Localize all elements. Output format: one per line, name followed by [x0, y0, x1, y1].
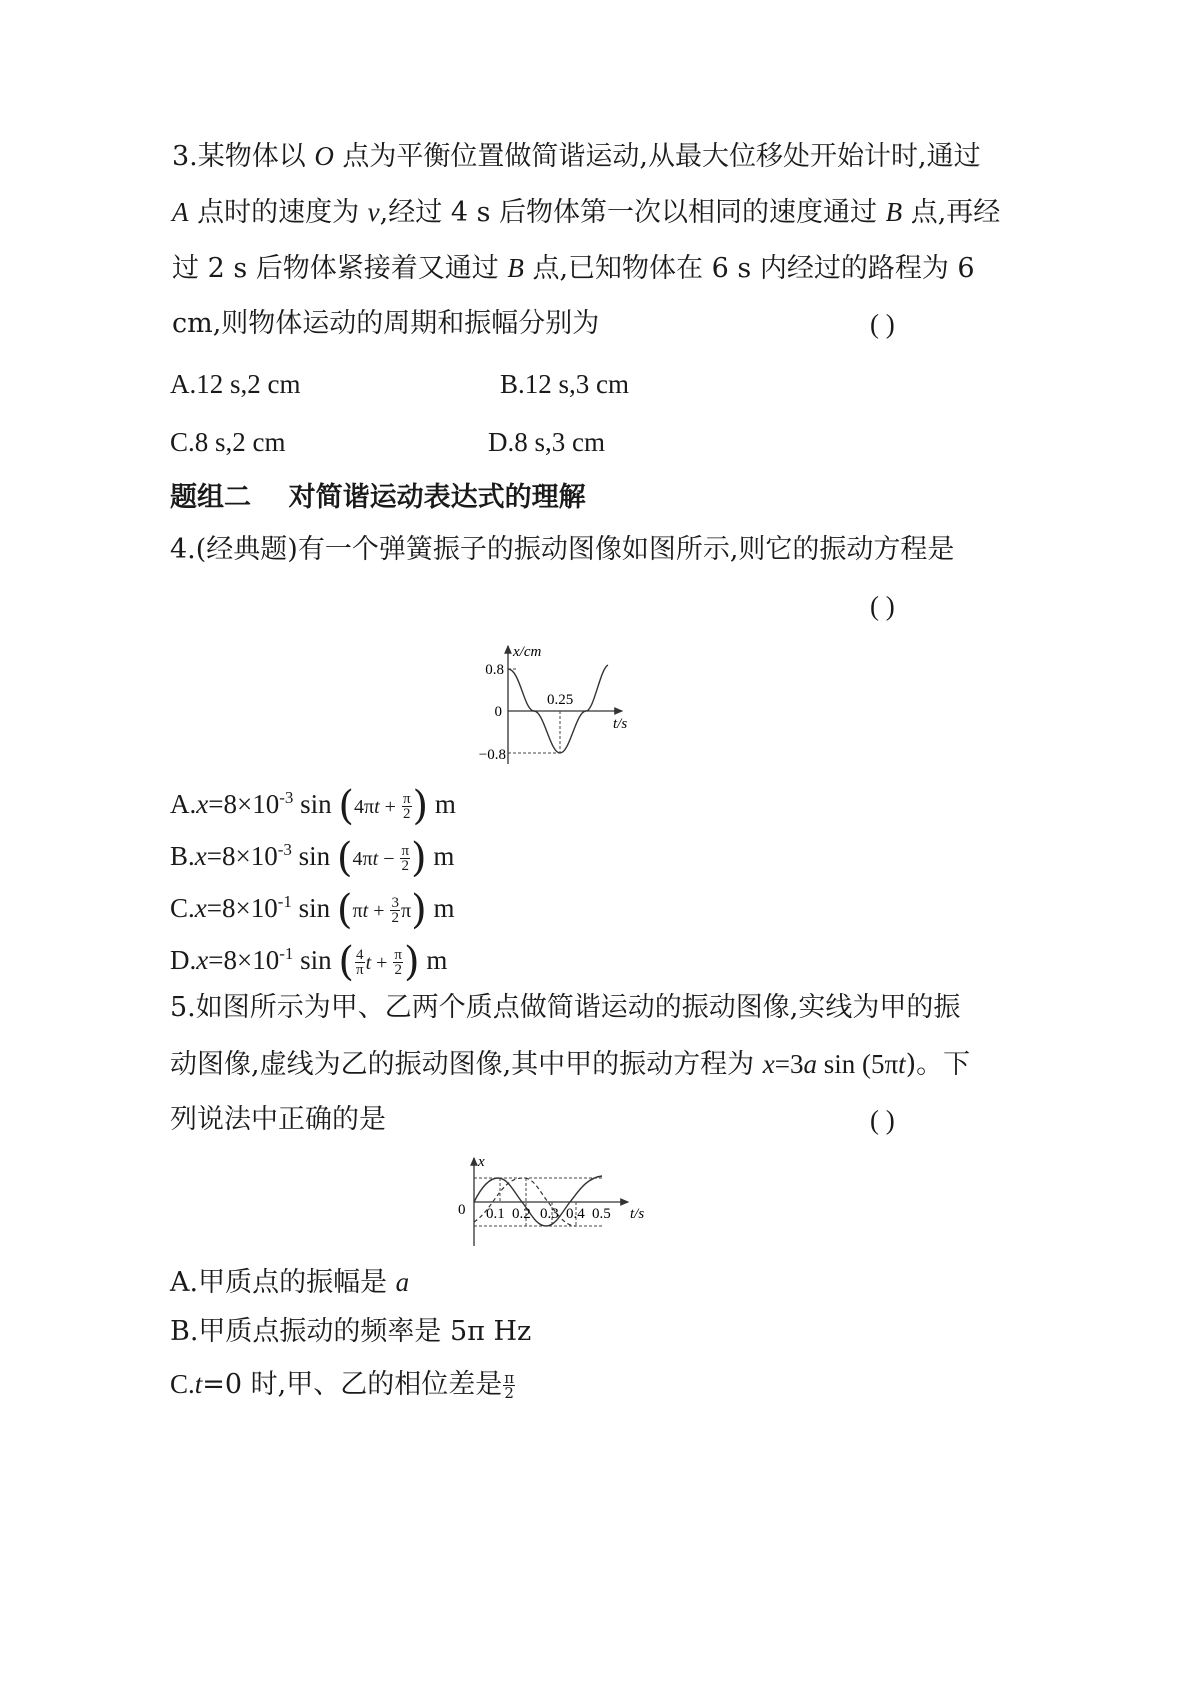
- q5-var-x: x: [762, 1049, 775, 1079]
- q4-var-x: x: [196, 789, 209, 819]
- q3-line-2: [172, 194, 1000, 231]
- q4-frac-num: 3: [391, 895, 399, 912]
- q5-frac-den: 2: [504, 1384, 514, 1402]
- q4-sign: +: [368, 900, 390, 922]
- q4-ytick-top: 0.8: [485, 662, 504, 678]
- q4-tail: π: [400, 900, 412, 922]
- q5-option-a: [170, 1264, 409, 1301]
- q5-text: 动图像,虚线为乙的振动图像,其中甲的振动方程为: [170, 1049, 763, 1080]
- q5-xtick-5: 0.5: [592, 1206, 611, 1222]
- q4-frac-num: 4: [356, 947, 364, 964]
- q4-x-label: t/s: [613, 716, 628, 732]
- q4-coef: =8×10: [206, 893, 278, 923]
- q4-var-t: t: [374, 796, 380, 818]
- q5-var-t: t: [898, 1049, 906, 1079]
- q3-text: cm,则物体运动的周期和振幅分别为: [172, 308, 600, 339]
- q3-text: 点,再经: [902, 197, 1001, 228]
- q4-curve: [508, 665, 608, 753]
- q4-sin: sin: [291, 893, 337, 923]
- q3-line-4: [172, 306, 599, 342]
- q4-exp: -3: [277, 840, 292, 859]
- q5-option-a-text: A.甲质点的振幅是: [170, 1267, 396, 1298]
- q4-paren-close: ): [412, 783, 429, 829]
- q4-sin: sin: [293, 789, 339, 819]
- q4-paren-open: (: [338, 939, 354, 985]
- q4-option-a-label: A.: [170, 789, 197, 819]
- q5-eq: =3: [774, 1049, 804, 1079]
- q3-var-b: B: [507, 253, 524, 283]
- q4-fraction: [390, 896, 400, 925]
- q4-paren-open: (: [336, 835, 353, 881]
- q5-sin: sin (5π: [816, 1049, 899, 1079]
- q5-option-c: [170, 1366, 516, 1403]
- q4-fraction: [400, 844, 410, 873]
- q3-text: 3.某物体以: [172, 141, 315, 172]
- q5-var-t: t: [194, 1369, 203, 1399]
- q3-var-v: v: [367, 197, 380, 227]
- q3-var-b: B: [885, 197, 903, 227]
- q4-paren-open: (: [336, 887, 353, 933]
- q5-line-1: 5.如图所示为甲、乙两个质点做简谐运动的振动图像,实线为甲的振: [170, 992, 961, 1023]
- q4-sign: −: [378, 848, 400, 870]
- q3-text: ,经过 4 s 后物体第一次以相同的速度通过: [379, 197, 886, 228]
- q4-sign: +: [371, 952, 393, 974]
- q3-option-a: A.12 s,2 cm: [170, 369, 301, 399]
- q4-frac-den: 2: [394, 962, 402, 979]
- q4-var-x: x: [194, 841, 207, 871]
- q4-coef: =8×10: [208, 945, 280, 975]
- q4-exp: -3: [279, 788, 294, 807]
- section-heading: 题组二 对简谐运动表达式的理解: [170, 482, 586, 513]
- q3-text: 点,已知物体在 6 s 内经过的路程为 6: [523, 253, 975, 284]
- q5-xtick-1: 0.1: [486, 1206, 505, 1222]
- q4-paren-open: (: [338, 783, 354, 829]
- q4-var-t: t: [372, 848, 379, 870]
- q5-x-label: t/s: [630, 1206, 645, 1222]
- q4-unit: m: [426, 841, 455, 871]
- q4-frac-den: 2: [402, 806, 411, 823]
- q4-var-x: x: [196, 945, 209, 975]
- q3-var-o: O: [314, 141, 334, 171]
- q5-frac-num: π: [504, 1369, 515, 1387]
- q4-sin: sin: [291, 841, 337, 871]
- q5-line-3: 列说法中正确的是: [170, 1104, 386, 1135]
- q4-frac-den: 2: [401, 858, 409, 875]
- q4-inner: 4π: [354, 796, 375, 818]
- q3-line-3: [172, 250, 975, 287]
- q4-unit: m: [419, 945, 448, 975]
- q4-marked-t: 0.25: [547, 692, 574, 708]
- q4-paren-close: ): [404, 939, 420, 985]
- q4-ytick-zero: 0: [494, 704, 502, 720]
- q3-option-d: D.8 s,3 cm: [488, 427, 605, 457]
- q4-frac-num: π: [394, 947, 402, 964]
- q4-option-d: [170, 936, 448, 985]
- q4-var-t: t: [362, 900, 369, 922]
- q4-fraction: [402, 792, 412, 821]
- q3-line-1: [172, 138, 981, 175]
- q4-unit: m: [428, 789, 456, 819]
- q4-frac-den: 2: [391, 910, 399, 927]
- q5-xtick-2: 0.2: [512, 1206, 531, 1222]
- q3-text: 过 2 s 后物体紧接着又通过: [172, 253, 508, 284]
- q4-fraction-lead: [355, 948, 365, 977]
- q4-option-c: [170, 884, 455, 933]
- q4-answer-bracket: ( ): [870, 591, 895, 621]
- q5-var-a: a: [803, 1049, 817, 1079]
- q5-line-2: [170, 1046, 970, 1083]
- q5-option-b: B.甲质点振动的频率是 5π Hz: [170, 1316, 532, 1347]
- q5-var-a: a: [395, 1267, 410, 1297]
- q5-xtick-4: 0.4: [566, 1206, 585, 1222]
- q4-unit: m: [426, 893, 455, 923]
- q4-frac-den: π: [356, 962, 364, 979]
- q4-sign: +: [379, 796, 401, 818]
- q4-inner: 4π: [352, 848, 373, 870]
- q4-sin: sin: [293, 945, 339, 975]
- q4-exp: -1: [279, 944, 294, 963]
- q4-ytick-bottom: −0.8: [478, 747, 506, 763]
- q4-var-x: x: [194, 893, 207, 923]
- q4-option-c-label: C.: [170, 893, 195, 923]
- q4-inner: π: [352, 900, 363, 922]
- q4-paren-close: ): [411, 887, 427, 933]
- q3-text: 点为平衡位置做简谐运动,从最大位移处开始计时,通过: [333, 141, 981, 172]
- q3-text: 点时的速度为: [188, 197, 368, 228]
- q5-option-c-label: C.: [170, 1369, 195, 1399]
- q5-origin-label: 0: [458, 1202, 466, 1218]
- q5-answer-bracket: ( ): [870, 1105, 895, 1135]
- q3-option-c: C.8 s,2 cm: [170, 427, 286, 457]
- q4-exp: -1: [277, 892, 292, 911]
- q4-stem: 4.(经典题)有一个弹簧振子的振动图像如图所示,则它的振动方程是: [170, 534, 955, 565]
- q4-frac-num: π: [401, 843, 410, 860]
- q4-option-b-label: B.: [170, 841, 195, 871]
- q4-vibration-graph: [472, 640, 672, 770]
- q4-paren-close: ): [411, 835, 427, 881]
- q4-frac-num: π: [402, 791, 411, 808]
- q4-var-t: t: [365, 952, 372, 974]
- q4-y-label: x/cm: [513, 644, 542, 660]
- q5-xtick-3: 0.3: [540, 1206, 559, 1222]
- q4-coef: =8×10: [208, 789, 280, 819]
- q5-option-c-text: =0 时,甲、乙的相位差是: [202, 1369, 503, 1400]
- q5-fraction: [503, 1371, 515, 1400]
- q5-vibration-graph: [452, 1152, 672, 1252]
- q4-option-a: [170, 780, 456, 829]
- q4-option-b: [170, 832, 455, 881]
- q5-text: )。下: [905, 1049, 971, 1080]
- q4-fraction: [393, 948, 403, 977]
- q4-option-d-label: D.: [170, 945, 197, 975]
- q3-answer-bracket: ( ): [870, 309, 895, 339]
- q4-coef: =8×10: [206, 841, 278, 871]
- q5-y-label: x: [478, 1154, 485, 1170]
- q3-var-a: A: [172, 197, 189, 227]
- q3-option-b: B.12 s,3 cm: [500, 369, 630, 399]
